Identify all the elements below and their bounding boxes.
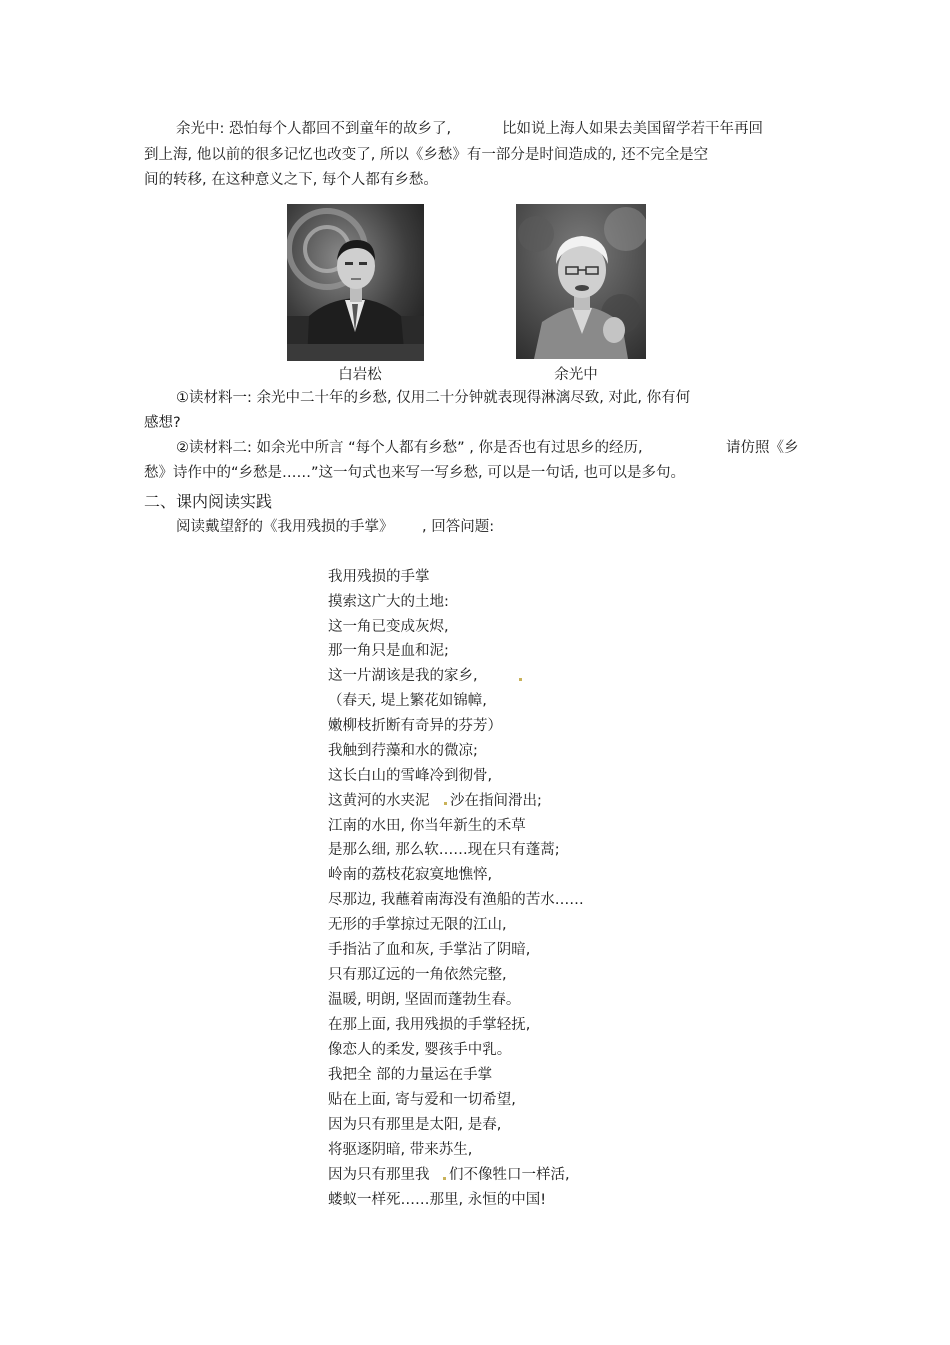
poem-line-tail: 们不像牲口一样活,	[449, 1167, 570, 1183]
question-1-line-2: 感想?	[144, 415, 181, 431]
poem-line: 蝼蚁一样死……那里, 永恒的中国!	[328, 1192, 547, 1208]
poem-line: 只有那辽远的一角依然完整,	[328, 967, 507, 983]
poem-line: 因为只有那里是太阳, 是春,	[328, 1117, 502, 1133]
poem-line: 尽那边, 我蘸着南海没有渔船的苦水……	[328, 892, 584, 908]
poem-line: 我把全 部的力量运在手掌	[328, 1067, 493, 1083]
poem-line: 这一角已变成灰烬,	[328, 619, 449, 635]
poem-line: 是那么细, 那么软……现在只有蓬蒿;	[328, 842, 560, 858]
poem-line: 那一角只是血和泥;	[328, 643, 449, 659]
mark-dot	[443, 1177, 446, 1180]
poem-line: （春天, 堤上繁花如锦幛,	[328, 693, 487, 709]
question-2-line-1b: 请仿照《乡	[726, 440, 799, 456]
intro-line-1b: 比如说上海人如果去美国留学若干年再回	[502, 121, 763, 137]
poem-line: 这一片湖该是我的家乡,	[328, 668, 478, 684]
intro-line-1a: 余光中: 恐怕每个人都回不到童年的故乡了,	[176, 121, 452, 137]
intro-line-3: 间的转移, 在这种意义之下, 每个人都有乡愁。	[144, 172, 438, 188]
poem-line: 在那上面, 我用残损的手掌轻抚,	[328, 1017, 531, 1033]
photo-caption-right: 余光中	[554, 367, 598, 383]
section-heading: 二、课内阅读实践	[144, 492, 273, 511]
poem-line: 贴在上面, 寄与爱和一切希望,	[328, 1092, 516, 1108]
poem-line: 岭南的荔枝花寂寞地憔悴,	[328, 867, 493, 883]
poem-line: 像恋人的柔发, 婴孩手中乳。	[328, 1042, 512, 1058]
poem-line: 摸索这广大的土地:	[328, 594, 449, 610]
intro-line-2: 到上海, 他以前的很多记忆也改变了, 所以《乡愁》有一部分是时间造成的, 还不完全是空	[144, 147, 709, 163]
poem-line: 江南的水田, 你当年新生的禾草	[328, 818, 526, 834]
poem-line: 这长白山的雪峰冷到彻骨,	[328, 768, 493, 784]
question-1-line-1: ①读材料一: 余光中二十年的乡愁, 仅用二十分钟就表现得淋漓尽致, 对此, 你有何	[176, 390, 691, 406]
poem-line: 嫩柳枝折断有奇异的芬芳）	[328, 718, 502, 734]
poem-line-tail: 沙在指间滑出;	[450, 793, 542, 809]
mark-dot	[444, 802, 447, 805]
poem-line: 无形的手掌掠过无限的江山,	[328, 917, 507, 933]
poem-line: 我触到荇藻和水的微凉;	[328, 743, 478, 759]
photo-yu-guangzhong	[516, 204, 646, 359]
mark-dot	[519, 678, 522, 681]
photo-bai-yansong	[287, 204, 424, 361]
section-instruction-b: , 回答问题:	[422, 519, 495, 535]
question-2-line-2: 愁》诗作中的“乡愁是……”这一句式也来写一写乡愁, 可以是一句话, 也可以是多句。	[144, 465, 685, 481]
poem-line: 将驱逐阴暗, 带来苏生,	[328, 1142, 473, 1158]
poem-line: 我用残损的手掌	[328, 569, 430, 585]
poem-line: 这黄河的水夹泥	[328, 793, 430, 809]
question-2-line-1a: ②读材料二: 如余光中所言 “每个人都有乡愁” , 你是否也有过思乡的经历,	[176, 440, 643, 456]
poem-line: 温暖, 明朗, 坚固而蓬勃生春。	[328, 992, 521, 1008]
photo-caption-left: 白岩松	[338, 367, 382, 383]
poem-line: 因为只有那里我	[328, 1167, 430, 1183]
poem-line: 手指沾了血和灰, 手掌沾了阴暗,	[328, 942, 531, 958]
section-instruction-a: 阅读戴望舒的《我用残损的手掌》	[176, 519, 394, 535]
